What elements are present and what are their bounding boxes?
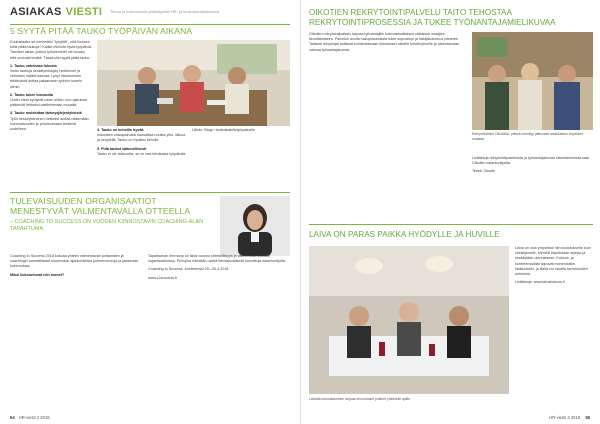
article1-point2-text: Uudet ideat syntyvät usein silloin, kun ajatukset pääsevät hetkeksi vaeltelemaan muualle. — [10, 98, 88, 108]
header-subtitle: Tietoa ja kokemuksia yhteistyöstä HR- ja koulutusratkaisuissa — [110, 9, 220, 14]
article2-col2: Tapahtuman teemana on tänä vuonna yhteisöllisyys ja valmentava kulttuuri organisaatioissa. Puhujina nähdään useita kansainvälisesti tunnettuja asiantuntijoita. — [148, 254, 286, 264]
article1-column2 — [97, 128, 187, 188]
article4-links[interactable]: Lisätietoja: www.laivakokous.fi — [515, 280, 565, 285]
right-page — [300, 0, 600, 424]
article1-column3 — [192, 128, 290, 188]
header-word-viesti: VIESTI — [65, 6, 103, 18]
right-page-number: 55 — [585, 415, 590, 420]
article1-point1: 1. Tauko vahvistaa fokusta — [10, 63, 57, 68]
team-photo — [472, 32, 593, 130]
team-photo-image — [472, 32, 593, 130]
article1-point1-text: Ilman taukoja keskittymiskyky heikkenee ja virheiden määrä kasvaa. Lyhyt irtautuminen tehtävästä auttaa palaamaan työhön tuorein silmin. — [10, 69, 82, 89]
ship-dining-photo — [309, 246, 509, 394]
article3-body — [309, 32, 467, 222]
article3-title: OIKOTIEN REKRYTOINTIPALVELU TAITO TEHOSTAA REKRYTOINTIPROSESSIA JA TUKEE TYÖNANTAJAMIELIKUVAA — [309, 8, 556, 27]
article3-caption: Rekrytointitiimi Oikotiellä: palvelu kehittyy jatkuvasti asiakkaiden tarpeiden mukaan. — [472, 132, 584, 141]
article1-point2: 2. Tauko tukee luovuutta — [10, 92, 53, 97]
office-photo-image — [97, 40, 290, 126]
speaker-photo — [220, 196, 290, 256]
section-divider — [10, 192, 290, 193]
article2-column2 — [148, 254, 290, 404]
article1-lead: Kuulostaako se mielestäsi "tyhjältä", että ihmisen tulisi pitää taukoja? Kaikki mielivät hyviä työpäiviä. Tarvitset aikaa, joskus työskentelet niin kovaa, että unohdat levätä. Tässä viisi syytä pitää tauko. — [10, 40, 92, 60]
article2-subtitle: – COACHING TO SUCCESS ON VUODEN KIINNOSTAVIN COACHING-ALAN TAPAHTUMA — [10, 219, 204, 232]
header-rule — [10, 24, 290, 25]
left-magazine: HR-viesti 2 2018 — [18, 415, 50, 420]
article1-title: 5 SYYTÄ PITÄÄ TAUKO TYÖPÄIVÄN AIKANA — [10, 26, 193, 36]
article4-body-text: Laiva on oiva ympäristö niin koulutukselle kuin virkistykselle. Merellä irtaudutaan arjesta ja keskitytään olennaiseen. Kokous- ja konferenssitilat taipuvat monenlaisiin tilaisuuksiin, ja illalla voi nauttia ravintoloiden antimista. — [515, 246, 591, 277]
header-word-asiakas: ASIAKAS — [10, 6, 62, 18]
office-photo — [97, 40, 290, 126]
left-footer — [10, 415, 50, 420]
ship-dining-photo-image — [309, 246, 509, 394]
right-footer — [549, 415, 590, 420]
article1-point3-text: Työn keskeyttäminen hetkeksi auttaa näkemään kokonaisuuden ja priorisoimaan tehtäviä uudelleen. — [10, 116, 89, 132]
article3-signature: Teksti: Oikotie — [472, 169, 495, 174]
article1-point5-text: Tauko ei ole laiskuutta, se on osa tehokasta työpäivää. — [97, 151, 187, 156]
article1-point5: 5. Pidä taukot säännöllisesti — [97, 146, 147, 151]
section-header — [10, 6, 102, 18]
section-divider-right — [309, 224, 593, 225]
article2-title: TULEVAISUUDEN ORGANISAATIOT MENESTYVÄT VALMENTAVALLA OTTEELLA — [10, 196, 191, 216]
left-page-number: 54 — [10, 415, 15, 420]
article1-column1 — [10, 40, 92, 188]
article4-title: LAIVA ON PARAS PAIKKA HYÖDYLLE JA HUVILLE — [309, 230, 500, 239]
article4-caption: Laivalla kokoustaminen tarjoaa erinomaiset puitteet yhteiselle ajalle. — [309, 397, 411, 401]
article3-sidebar — [472, 156, 593, 216]
speaker-photo-image — [220, 196, 290, 256]
article2-event: Coaching to Success -konferenssi 25.–26.4.2018 — [148, 267, 229, 272]
article3-body-text: Oikotien rekrytointipalvelu tarjoaa työnantajille kokonaisvaltaisen ratkaisun osaajien tavoittamiseen. Palvelun avulla hakuprosessista tulee sujuvampi ja hakijakokemus paranee. Taitavat rekrytoijat auttavat kohdentamaan ilmoitukset oikeille kohderyhmille ja rakentamaan vahvaa työnantajakuvaa. — [309, 32, 460, 52]
article4-body — [515, 246, 593, 396]
article2-col1: Coaching to Success 2018 kokoaa yhteen valmentavan johtamisen ja coachingin ammattilaiset kuulemaan ajankohtaisia puheenvuoroja ja jakamaan kokemuksia. — [10, 254, 139, 269]
article1-source: Lähde: Blogi / taukotkaikilletyöpaikoille — [192, 128, 255, 132]
article1-point3: 3. Tauko muistuttaa tärkeysjärjestyksistä — [10, 111, 82, 116]
right-magazine: HR-viesti 2 2018 — [549, 415, 581, 420]
article3-side-text: Lisätietoja rekrytointipalveluista ja työnantajakuvan rakentamisesta saat Oikotien asiantuntijoilta. — [472, 156, 589, 166]
article2-column1 — [10, 254, 140, 404]
article2-question-heading: Miksi kokoontuvat niin monet? — [10, 272, 65, 277]
article1-point4: 4. Tauko on kehollis hyvää — [97, 128, 144, 132]
article1-point4-text: Istumisen vastapainoksi kannattaa nousta ylös, liikkua ja venytellä. Tauko on hyväksi keholle. — [97, 133, 186, 143]
article2-url[interactable]: www.c2success.fi — [148, 275, 177, 280]
